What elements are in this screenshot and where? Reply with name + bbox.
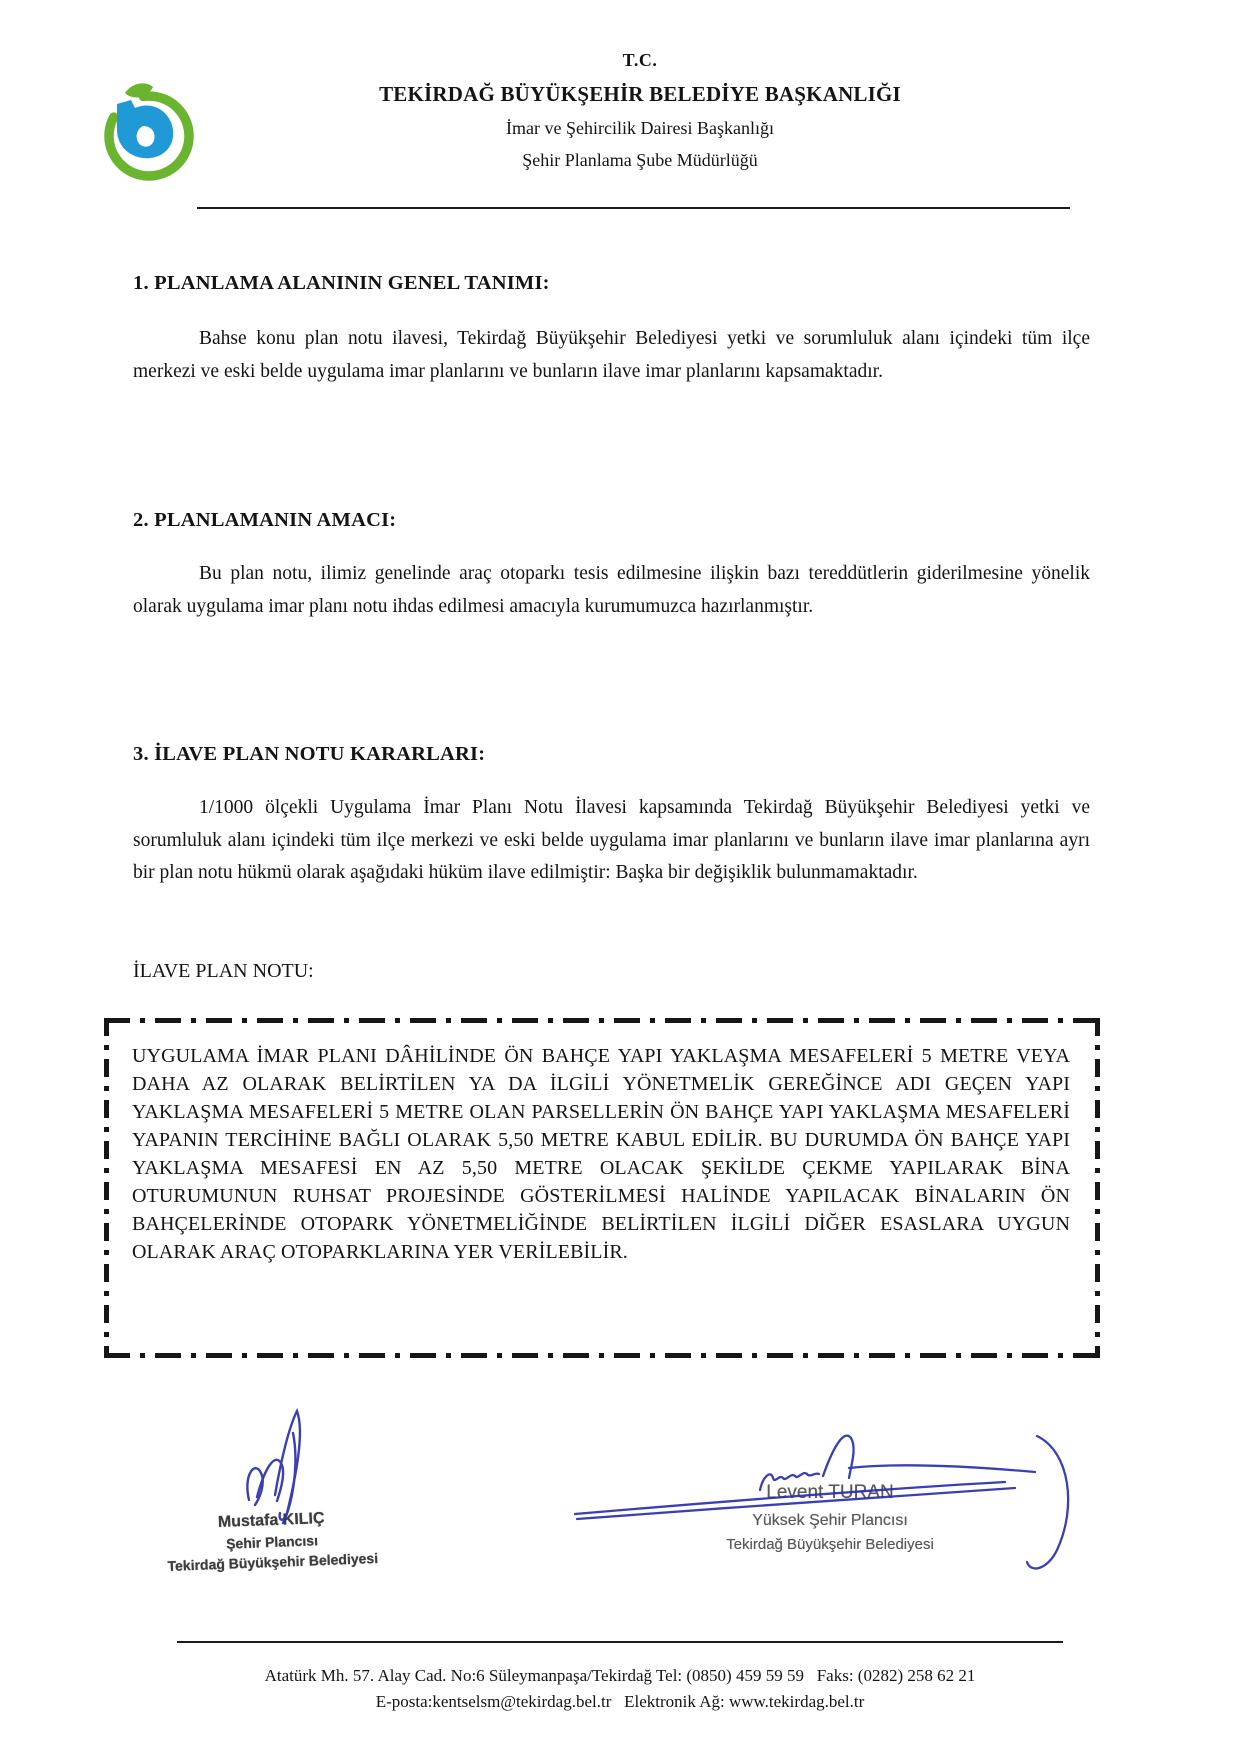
footer-divider [177, 1641, 1063, 1643]
plan-note-box [104, 1018, 1100, 1358]
signer-name-left: Mustafa KILIÇ [217, 1509, 325, 1532]
signer-name-right: Levent TURAN [766, 1482, 894, 1503]
section-3-heading: 3. İLAVE PLAN NOTU KARARLARI: [133, 743, 486, 765]
section-3-body: 1/1000 ölçekli Uygulama İmar Planı Notu İlavesi kapsamında Tekirdağ Büyükşehir Belediyesi yetki ve sorumluluk alanı içindeki tüm ilçe merkezi ve eski belde uygulama imar planlarını ve bunların ilave imar planlarına ayrı bir plan notu hükmü olarak aşağıdaki hüküm ilave edilmiştir: Başka bir değişiklik bulunmamaktadır. [133, 797, 1090, 883]
unit-title: Şehir Planlama Şube Müdürlüğü [522, 150, 758, 170]
signer-org-right: Tekirdağ Büyükşehir Belediyesi [726, 1536, 934, 1553]
section-1-heading: 1. PLANLAMA ALANININ GENEL TANIMI: [133, 272, 550, 294]
signature-block-left [127, 1504, 417, 1577]
section-1-body: Bahse konu plan notu ilavesi, Tekirdağ Büyükşehir Belediyesi yetki ve sorumluluk alanı içindeki tüm ilçe merkezi ve eski belde uygulama imar planlarını ve bunların ilave imar planlarını kapsamaktadır. [133, 328, 1090, 382]
plan-note-label: İLAVE PLAN NOTU: [133, 960, 314, 982]
footer-contact-line: E-posta:kentselsm@tekirdag.bel.tr Elektronik Ağ: www.tekirdag.bel.tr [375, 1692, 865, 1711]
section-2-heading: 2. PLANLAMANIN AMACI: [133, 509, 397, 531]
republic-label: T.C. [622, 50, 658, 70]
footer-address-line: Atatürk Mh. 57. Alay Cad. No:6 Süleymanpaşa/Tekirdağ Tel: (0850) 459 59 59 Faks: (0282) 258 62 21 [264, 1666, 976, 1685]
organization-title: TEKİRDAĞ BÜYÜKŞEHİR BELEDİYE BAŞKANLIĞI [379, 82, 901, 106]
plan-note-text: UYGULAMA İMAR PLANI DÂHİLİNDE ÖN BAHÇE YAPI YAKLAŞMA MESAFELERİ 5 METRE VEYA DAHA AZ OLARAK BELİRTİLEN YA DA İLGİLİ YÖNETMELİK GEREĞİNCE ADI GEÇEN YAPI YAKLAŞMA MESAFELERİ 5 METRE OLAN PARSELLERİN ÖN BAHÇE YAPI YAKLAŞMA MESAFELERİ YAPANIN TERCİHİNE BAĞLI OLARAK 5,50 METRE KABUL EDİLİR. BU DURUMDA ÖN BAHÇE YAPI YAKLAŞMA MESAFESİ EN AZ 5,50 METRE OLACAK ŞEKİLDE ÇEKME YAPILARAK BİNA OTURUMUNUN RUHSAT PROJESİNDE GÖSTERİLMESİ HALİNDE YAPILACAK BİNALARIN ÖN BAHÇELERİNDE OTOPARK YÖNETMELİĞİNDE BELİRTİLEN İLGİLİ DİĞER ESASLARA UYGUN OLARAK ARAÇ OTOPARKLARINA YER VERİLEBİLİR. [132, 1045, 1070, 1263]
department-title: İmar ve Şehircilik Dairesi Başkanlığı [506, 118, 774, 138]
section-2-body: Bu plan notu, ilimiz genelinde araç otoparkı tesis edilmesine ilişkin bazı tereddütlerin giderilmesine yönelik olarak uygulama imar planı notu ihdas edilmesi amacıyla kurumumuzca hazırlanmıştır. [133, 563, 1090, 617]
signer-title-right: Yüksek Şehir Plancısı [752, 1512, 908, 1529]
signer-org-left: Tekirdağ Büyükşehir Belediyesi [167, 1549, 379, 1575]
signer-title-left: Şehir Plancısı [225, 1532, 319, 1552]
header-divider [197, 207, 1070, 209]
signature-block-right [660, 1478, 1000, 1557]
